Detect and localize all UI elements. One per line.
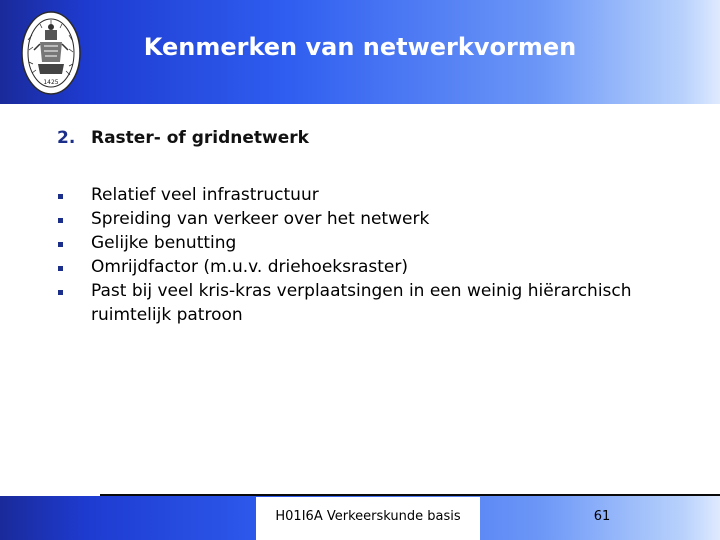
- section-number: 2.: [57, 128, 76, 148]
- bullet-text: Gelijke benutting: [91, 233, 237, 253]
- bullet-square-icon: [58, 218, 63, 223]
- bullet-item: [55, 231, 675, 255]
- page-number: 61: [593, 509, 611, 524]
- bullet-text: Past bij veel kris-kras verplaatsingen in een weinig hiërarchisch ruimtelijk patroon: [91, 281, 632, 325]
- bullet-text: Omrijdfactor (m.u.v. driehoeksraster): [91, 257, 409, 277]
- bullet-square-icon: [58, 194, 63, 199]
- bullet-item: [55, 255, 675, 279]
- bullet-list: [55, 183, 675, 327]
- footer-course-label: H01I6A Verkeerskunde basis: [275, 509, 461, 524]
- section-heading: [57, 128, 309, 148]
- bullet-text: Spreiding van verkeer over het netwerk: [91, 209, 430, 229]
- footer-divider: [100, 494, 720, 496]
- section-title: Raster- of gridnetwerk: [91, 128, 309, 148]
- slide-title: Kenmerken van netwerkvormen: [143, 33, 577, 61]
- bullet-square-icon: [58, 290, 63, 295]
- seal-year: 1425: [43, 79, 59, 86]
- university-seal-icon: [20, 10, 82, 96]
- bullet-item: [55, 279, 675, 327]
- bullet-text: Relatief veel infrastructuur: [91, 185, 319, 205]
- bullet-square-icon: [58, 242, 63, 247]
- bullet-item: [55, 183, 675, 207]
- bullet-square-icon: [58, 266, 63, 271]
- bullet-item: [55, 207, 675, 231]
